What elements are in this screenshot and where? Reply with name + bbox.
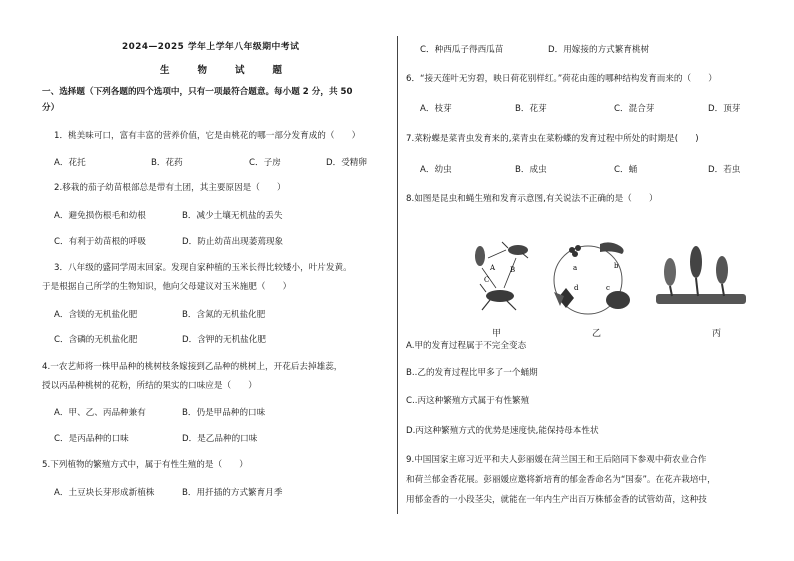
subject-title: 生 物 试 题: [160, 65, 286, 76]
q8-option-a[interactable]: A.甲的发育过程属于不完全变态: [406, 341, 527, 351]
q4-option-c[interactable]: C．是丙品种的口味: [54, 434, 129, 444]
figure-label-bing: 丙: [712, 329, 722, 339]
question-8: 8.如图是昆虫和蝇生殖和发育示意图,有关说法不正确的是（ ）: [406, 194, 658, 204]
stage-label-d-lower: d: [574, 284, 579, 292]
stage-label-a-lower: a: [573, 264, 578, 272]
scion-icon: [664, 258, 676, 286]
q5-option-a[interactable]: A．土豆块长芽形成新植株: [54, 488, 155, 498]
q7-option-c[interactable]: C．蛹: [614, 165, 638, 175]
q1-option-c[interactable]: C．子房: [249, 158, 281, 168]
question-4-line1: 4.一农艺师将一株甲品种的桃树枝条嫁接到乙品种的桃树上，开花后去掉雄蕊，: [42, 362, 343, 372]
q4-option-b[interactable]: B．仍是甲品种的口味: [182, 408, 266, 418]
question-2: 2.移栽的茄子幼苗根部总是带有土团，其主要原因是（ ）: [54, 183, 286, 193]
q8-option-d[interactable]: D.丙这种繁殖方式的优势是速度快,能保持母本性状: [406, 426, 599, 436]
figure-label-jia: 甲: [492, 329, 502, 339]
section-heading-line1: 一、选择题（下列各题的四个选项中，只有一项最符合题意。每小题 2 分，共 50: [42, 87, 353, 97]
stage-label-b: B: [510, 266, 516, 274]
pupa-icon: [606, 291, 630, 309]
question-9-line2: 和荷兰郁金香花展。彭丽媛应邀将新培育的郁金香命名为“国泰”。在花卉栽培中，: [406, 475, 716, 485]
q1-option-a[interactable]: A．花托: [54, 158, 86, 168]
q8-option-c[interactable]: C..丙这种繁殖方式属于有性繁殖: [406, 396, 530, 406]
question-9-line1: 9.中国国家主席习近平和夫人彭丽媛在菏兰国王和王后陪同下参观中荷农业合作: [406, 455, 707, 465]
q6-option-c[interactable]: C．混合芽: [614, 104, 655, 114]
question-4-line2: 授以丙品种桃树的花粉，所结的果实的口味应是（ ）: [42, 381, 257, 391]
stage-label-c: C: [484, 276, 490, 284]
stage-label-c-lower: c: [606, 284, 610, 292]
column-divider: [397, 36, 398, 514]
q5-option-d[interactable]: D．用嫁接的方式繁育桃树: [548, 45, 650, 55]
question-5: 5.下列植物的繁殖方式中，属于有性生殖的是（ ）: [42, 460, 248, 470]
question-7: 7.菜粉蝶是菜青虫发育来的,菜青虫在菜粉蝶的发育过程中所处的时期是( ): [406, 134, 699, 144]
q6-option-d[interactable]: D．顶芽: [708, 104, 741, 114]
q4-option-d[interactable]: D．是乙品种的口味: [182, 434, 258, 444]
q8-option-b[interactable]: B..乙的发育过程比甲多了一个蛹期: [406, 368, 538, 378]
q7-option-d[interactable]: D．若虫: [708, 165, 741, 175]
q2-option-b[interactable]: B．减少土壤无机盐的丢失: [182, 211, 283, 221]
stage-label-b-lower: b: [614, 262, 619, 270]
question-3-line2: 于是根据自己所学的生物知识，他向父母建议对玉米施肥（ ）: [42, 282, 292, 292]
q2-option-d[interactable]: D．防止幼苗出现萎蔫现象: [182, 237, 284, 247]
q3-option-c[interactable]: C．含磷的无机盐化肥: [54, 335, 138, 345]
q5-option-b[interactable]: B．用扦插的方式繁育月季: [182, 488, 283, 498]
q2-option-c[interactable]: C．有利于幼苗根的呼吸: [54, 237, 146, 247]
q2-option-a[interactable]: A．避免损伤根毛和幼根: [54, 211, 146, 221]
q1-option-d[interactable]: D．受精卵: [326, 158, 367, 168]
q7-option-b[interactable]: B．成虫: [515, 165, 547, 175]
q6-option-a[interactable]: A．枝芽: [420, 104, 452, 114]
figure-bing-grafting: [656, 246, 746, 304]
question-9-line3: 用郁金香的一小段茎尖，就能在一年内生产出百万株郁金香的试管幼苗，这种技: [406, 495, 707, 505]
q3-option-b[interactable]: B．含氮的无机盐化肥: [182, 310, 266, 320]
figure-jia-cycle: [475, 242, 528, 310]
figure-label-yi: 乙: [592, 329, 602, 339]
nymph-icon: [508, 245, 528, 255]
insect-development-figure: [460, 236, 760, 328]
question-3-line1: 3．八年级的盛同学周末回家。发现自家种植的玉米长得比较矮小，叶片发黄。: [54, 263, 352, 273]
q6-option-b[interactable]: B．花芽: [515, 104, 547, 114]
q5-option-c[interactable]: C．种西瓜子得西瓜苗: [420, 45, 504, 55]
q1-option-b[interactable]: B．花药: [151, 158, 183, 168]
section-heading-line2: 分）: [42, 103, 60, 113]
stage-label-a: A: [490, 264, 496, 272]
question-1: 1．桃美味可口，富有丰富的营养价值，它是由桃花的哪一部分发育成的（ ）: [54, 131, 361, 141]
rootstock-icon: [656, 294, 746, 304]
q4-option-a[interactable]: A．甲、乙、丙品种兼有: [54, 408, 146, 418]
figure-yi-cycle: [554, 242, 630, 314]
exam-title: 2024—2025 学年上学年八年级期中考试: [122, 42, 300, 52]
larva-icon: [600, 242, 624, 254]
q3-option-a[interactable]: A．含镁的无机盐化肥: [54, 310, 138, 320]
q3-option-d[interactable]: D．含钾的无机盐化肥: [182, 335, 266, 345]
question-6: 6．“接天莲叶无穷碧，映日荷花别样红。”荷花由莲的哪种结构发育而来的（ ）: [406, 74, 717, 84]
q7-option-a[interactable]: A．幼虫: [420, 165, 452, 175]
egg-mass-icon: [475, 246, 485, 266]
